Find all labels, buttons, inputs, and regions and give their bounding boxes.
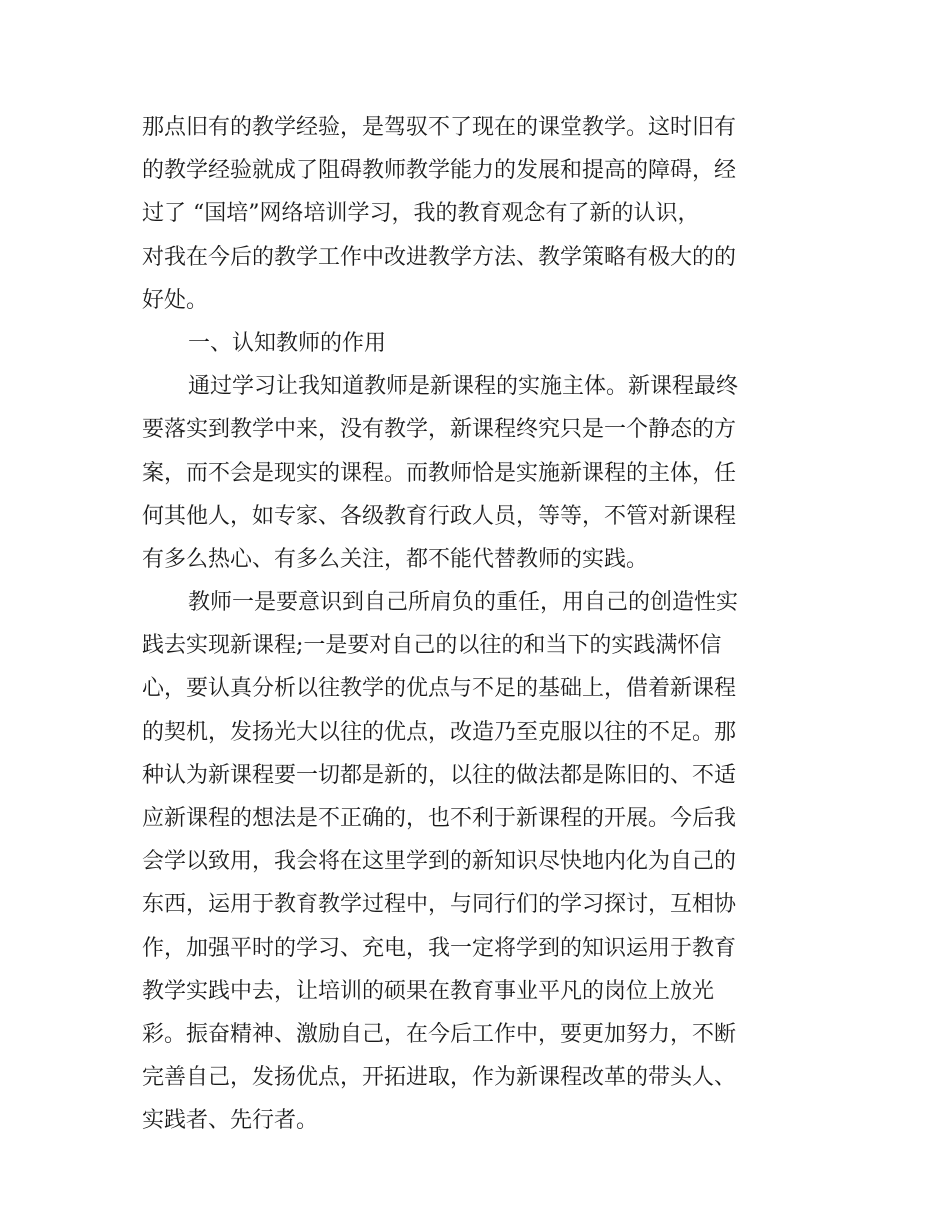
- text-line: 彩。振奋精神、激励自己，在今后工作中，要更加努力，不断: [142, 1021, 737, 1047]
- text-line: 有多么热心、有多么关注，都不能代替教师的实践。: [142, 546, 649, 572]
- text-line: 要落实到教学中来，没有教学，新课程终究只是一个静态的方: [142, 417, 737, 443]
- text-line: 那点旧有的教学经验，是驾驭不了现在的课堂教学。这时旧有: [142, 115, 737, 140]
- text-line: 对我在今后的教学工作中改进教学方法、教学策略有极大的的: [142, 244, 737, 270]
- text-line: 应新课程的想法是不正确的，也不利于新课程的开展。今后我: [142, 806, 737, 831]
- text-line: 作，加强平时的学习、充电，我一定将学到的知识运用于教育: [142, 935, 737, 961]
- paragraph-first-line: 通过学习让我知道教师是新课程的实施主体。新课程最终: [188, 374, 739, 400]
- paragraph-first-line: 教师一是要意识到自己所肩负的重任，用自己的创造性实: [188, 590, 739, 616]
- text-line: 好处。: [142, 287, 209, 313]
- text-line: 过了 “国培”网络培训学习，我的教育观念有了新的认识，: [142, 201, 700, 227]
- text-line: 的教学经验就成了阻碍教师教学能力的发展和提高的障碍，经: [142, 158, 737, 184]
- text-line: 的契机，发扬光大以往的优点，改造乃至克服以往的不足。那: [142, 719, 737, 745]
- text-line: 会学以致用，我会将在这里学到的新知识尽快地内化为自己的: [142, 849, 737, 875]
- text-line: 种认为新课程要一切都是新的，以往的做法都是陈旧的、不适: [142, 762, 737, 788]
- section-heading: 一、认知教师的作用: [188, 330, 387, 356]
- text-line: 践去实现新课程;一是要对自己的以往的和当下的实践满怀信: [142, 633, 722, 659]
- text-line: 案，而不会是现实的课程。而教师恰是实施新课程的主体，任: [142, 460, 737, 486]
- document-body: [142, 106, 810, 1143]
- text-line: 教学实践中去，让培训的硕果在教育事业平凡的岗位上放光: [142, 978, 715, 1004]
- text-line: 何其他人，如专家、各级教育行政人员，等等，不管对新课程: [142, 503, 737, 529]
- text-line: 完善自己，发扬优点，开拓进取，作为新课程改革的带头人、: [142, 1065, 737, 1091]
- text-line: 东西，运用于教育教学过程中，与同行们的学习探讨，互相协: [142, 892, 737, 918]
- text-line: 心，要认真分析以往教学的优点与不足的基础上，借着新课程: [142, 676, 737, 702]
- text-line: 实践者、先行者。: [142, 1108, 319, 1134]
